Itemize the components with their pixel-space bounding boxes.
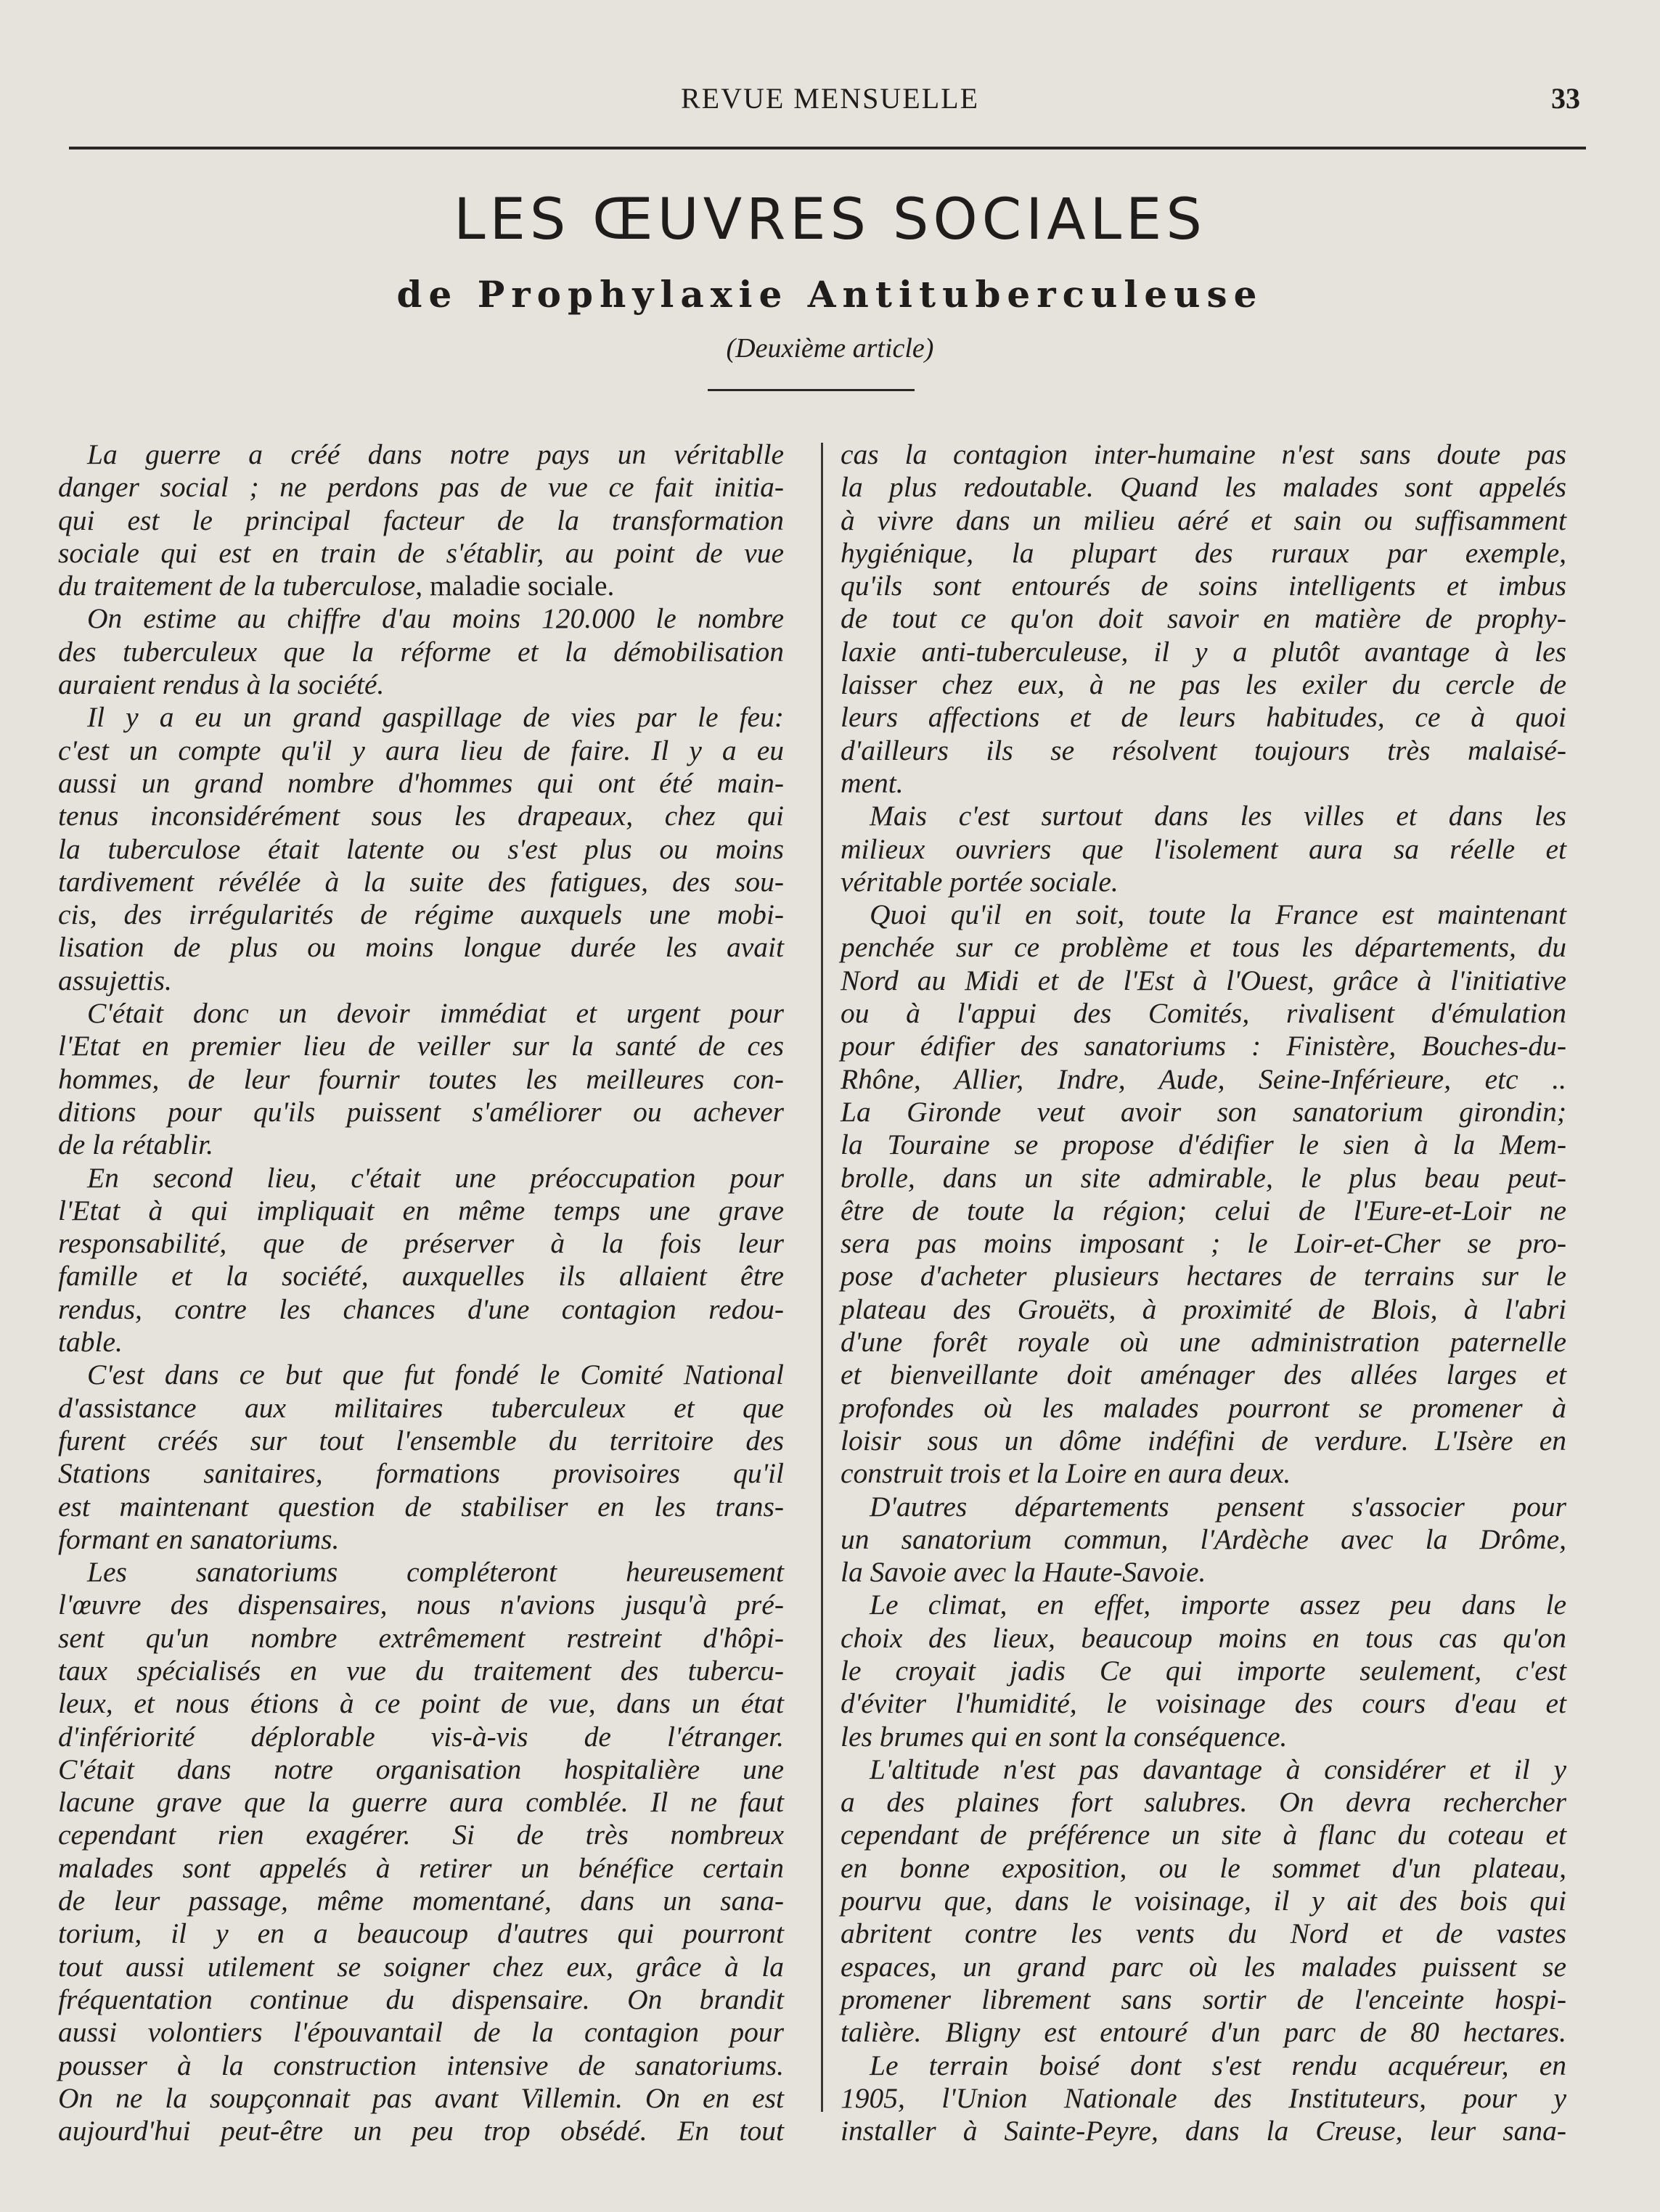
text-line: tout aussi utilement se soigner chez eux, grâce à la [58, 1950, 784, 1983]
text-line: Les sanatoriums compléteront heureusement [87, 1556, 784, 1589]
text-line: plateau des Grouëts, à proximité de Blois, à l'abri [841, 1293, 1566, 1325]
text-line: leux, et nous étions à ce point de vue, dans un état [58, 1687, 784, 1720]
text-line: auraient rendus à la société. [58, 668, 385, 701]
text-line: loisir sous un dôme indéfini de verdure. L'Isère en [841, 1424, 1566, 1457]
text-line: Le climat, en effet, importe assez peu dans le [870, 1589, 1566, 1621]
text-line: profondes où les malades pourront se promener à [841, 1391, 1566, 1424]
text-line: responsabilité, que de préserver à la fois leur [58, 1227, 784, 1260]
text-line: la tuberculose était latente ou s'est plus ou moins [58, 832, 784, 865]
text-line: d'une forêt royale où une administration paternelle [841, 1326, 1566, 1359]
text-line: sociale qui est en train de s'établir, au point de vue [58, 536, 784, 569]
text-line: On estime au chiffre d'au moins 120.000 le nombre [87, 602, 784, 635]
text-line: sera pas moins imposant ; le Loir-et-Cher se pro- [841, 1227, 1566, 1260]
text-line: qui est le principal facteur de la transformation [58, 504, 784, 536]
text-line: hygiénique, la plupart des ruraux par exemple, [841, 536, 1566, 569]
text-line: Il y a eu un grand gaspillage de vies par le feu: [87, 701, 784, 734]
text-line: a des plaines fort salubres. On devra rechercher [841, 1786, 1566, 1819]
article-subtitle: de Prophylaxie Antituberculeuse [396, 273, 1264, 316]
text-line: de la rétablir. [58, 1128, 213, 1161]
text-line: Quoi qu'il en soit, toute la France est maintenant [870, 898, 1566, 931]
text-line: Rhône, Allier, Indre, Aude, Seine-Inférieure, etc .. [841, 1062, 1566, 1095]
column-divider [821, 443, 823, 2112]
text-line: pourvu que, dans le voisinage, il y ait des bois qui [841, 1885, 1566, 1917]
text-line: La Gironde veut avoir son sanatorium girondin; [841, 1095, 1566, 1128]
text-line: 1905, l'Union Nationale des Instituteurs, pour y [841, 2081, 1566, 2114]
text-line: Le terrain boisé dont s'est rendu acquéreur, en [870, 2049, 1566, 2081]
text-line: talière. Bligny est entouré d'un parc de 80 hectares. [841, 2016, 1566, 2049]
text-line: véritable portée sociale. [841, 865, 1119, 898]
text-line: être de toute la région; celui de l'Eure-et-Loir ne [841, 1194, 1566, 1226]
article-title: LES ŒUVRES SOCIALES [454, 187, 1206, 253]
text-line: rendus, contre les chances d'une contagion redou- [58, 1293, 784, 1325]
text-line: la Savoie avec la Haute-Savoie. [841, 1556, 1206, 1589]
text-run: du traitement de la tuberculose, [58, 570, 423, 602]
text-line: Stations sanitaires, formations provisoires qu'il [58, 1457, 784, 1490]
text-line: à vivre dans un milieu aéré et sain ou suffisamment [841, 504, 1566, 536]
text-line: construit trois et la Loire en aura deux. [841, 1457, 1291, 1490]
text-line: pour édifier des sanatoriums : Finistère, Bouches-du- [841, 1030, 1566, 1062]
text-line: aujourd'hui peut-être un peu trop obsédé. En tout [58, 2115, 784, 2147]
text-line: torium, il y en a beaucoup d'autres qui pourront [58, 1917, 784, 1950]
text-line: fréquentation continue du dispensaire. On brandit [58, 1983, 784, 2015]
text-line: en bonne exposition, ou le sommet d'un plateau, [841, 1851, 1566, 1884]
text-line: penchée sur ce problème et tous les départements, du [841, 931, 1566, 964]
text-line: aussi volontiers l'épouvantail de la contagion pour [58, 2016, 784, 2049]
text-run-roman: maladie sociale. [422, 570, 615, 602]
header-rule [69, 147, 1586, 149]
text-line: qu'ils sont entourés de soins intelligents et imbus [841, 570, 1566, 602]
text-line: ment. [841, 766, 904, 799]
page-number: 33 [1551, 82, 1580, 115]
text-line: pousser à la construction intensive de sanatoriums. [58, 2049, 784, 2081]
text-line: installer à Sainte-Peyre, dans la Creuse, leur sana- [841, 2115, 1566, 2147]
text-line: tenus inconsidérément sous les drapeaux, chez qui [58, 800, 784, 832]
text-line: la Touraine se propose d'édifier le sien à la Mem- [841, 1128, 1566, 1161]
text-line: On ne la soupçonnait pas avant Villemin. On en est [58, 2081, 784, 2114]
article-kicker: (Deuxième article) [726, 333, 934, 364]
text-line: taux spécialisés en vue du traitement des tubercu- [58, 1654, 784, 1687]
text-line: famille et la société, auxquelles ils allaient être [58, 1260, 784, 1293]
text-line: cis, des irrégularités de régime auxquels une mobi- [58, 898, 784, 931]
text-line: leurs affections et de leurs habitudes, ce à quoi [841, 701, 1566, 734]
text-line: les brumes qui en sont la conséquence. [841, 1720, 1288, 1753]
text-line: lacune grave que la guerre aura comblée. Il ne faut [58, 1786, 784, 1819]
text-line: abritent contre les vents du Nord et de vastes [841, 1917, 1566, 1950]
text-line: milieux ouvriers que l'isolement aura sa réelle et [841, 832, 1566, 865]
text-line: est maintenant question de stabiliser en les trans- [58, 1490, 784, 1523]
text-line: d'assistance aux militaires tuberculeux et que [58, 1391, 784, 1424]
text-line: assujettis. [58, 964, 172, 996]
text-line: tardivement révélée à la suite des fatigues, des sou- [58, 865, 784, 898]
text-line: cas la contagion inter-humaine n'est sans doute pas [841, 438, 1566, 470]
text-line: table. [58, 1326, 123, 1359]
text-line: laxie anti-tuberculeuse, il y a plutôt avantage à les [841, 635, 1566, 668]
text-line: cependant rien exagérer. Si de très nombreux [58, 1819, 784, 1851]
text-line: pose d'acheter plusieurs hectares de terrains sur le [841, 1260, 1566, 1293]
text-line: Mais c'est surtout dans les villes et dans les [870, 800, 1566, 832]
title-rule [708, 389, 915, 391]
text-line: d'infériorité déplorable vis-à-vis de l'étranger. [58, 1720, 784, 1753]
text-line: malades sont appelés à retirer un bénéfice certain [58, 1851, 784, 1884]
text-line: des tuberculeux que la réforme et la démobilisation [58, 635, 784, 668]
text-line: cependant de préférence un site à flanc du coteau et [841, 1819, 1566, 1851]
text-line: En second lieu, c'était une préoccupation pour [87, 1161, 784, 1194]
right-column [841, 438, 1566, 2147]
text-line: c'est un compte qu'il y aura lieu de faire. Il y a eu [58, 734, 784, 766]
text-line: C'était donc un devoir immédiat et urgent pour [87, 997, 784, 1030]
text-line: espaces, un grand parc où les malades puissent se [841, 1950, 1566, 1983]
text-line: l'œuvre des dispensaires, nous n'avions jusqu'à pré- [58, 1589, 784, 1621]
text-line: hommes, de leur fournir toutes les meilleures con- [58, 1062, 784, 1095]
text-line: D'autres départements pensent s'associer pour [870, 1490, 1566, 1523]
text-line: promener librement sans sortir de l'enceinte hospi- [841, 1983, 1566, 2015]
text-line [58, 570, 784, 602]
running-title: REVUE MENSUELLE [680, 82, 980, 115]
text-line: d'éviter l'humidité, le voisinage des cours d'eau et [841, 1687, 1566, 1720]
text-line: furent créés sur tout l'ensemble du territoire des [58, 1424, 784, 1457]
text-line: ditions pour qu'ils puissent s'améliorer ou achever [58, 1095, 784, 1128]
left-column [58, 438, 784, 2147]
text-line: ou à l'appui des Comités, rivalisent d'émulation [841, 997, 1566, 1030]
text-line: la plus redoutable. Quand les malades sont appelés [841, 471, 1566, 504]
text-line: L'altitude n'est pas davantage à considérer et il y [870, 1753, 1566, 1785]
text-line: La guerre a créé dans notre pays un véritablle [87, 438, 784, 470]
text-line: brolle, dans un site admirable, le plus beau peut- [841, 1161, 1566, 1194]
text-line: l'Etat en premier lieu de veiller sur la santé de ces [58, 1030, 784, 1062]
text-line: danger social ; ne perdons pas de vue ce fait initia- [58, 471, 784, 504]
text-line: Nord au Midi et de l'Est à l'Ouest, grâce à l'initiative [841, 964, 1566, 996]
text-line: aussi un grand nombre d'hommes qui ont été main- [58, 766, 784, 799]
text-line: le croyait jadis Ce qui importe seulement, c'est [841, 1654, 1566, 1687]
text-line: de leur passage, même momentané, dans un sana- [58, 1885, 784, 1917]
text-line: formant en sanatoriums. [58, 1523, 340, 1555]
text-line: C'était dans notre organisation hospitalière une [58, 1753, 784, 1785]
text-line: et bienveillante doit aménager des allées larges et [841, 1359, 1566, 1391]
text-line: un sanatorium commun, l'Ardèche avec la Drôme, [841, 1523, 1566, 1555]
text-line: d'ailleurs ils se résolvent toujours très malaisé- [841, 734, 1566, 766]
text-line: choix des lieux, beaucoup moins en tous cas qu'on [841, 1621, 1566, 1654]
text-line: lisation de plus ou moins longue durée les avait [58, 931, 784, 964]
text-line: l'Etat à qui impliquait en même temps une grave [58, 1194, 784, 1226]
text-line: laisser chez eux, à ne pas les exiler du cercle de [841, 668, 1566, 701]
text-line: sent qu'un nombre extrêmement restreint d'hôpi- [58, 1621, 784, 1654]
text-line: de tout ce qu'on doit savoir en matière de prophy- [841, 602, 1566, 635]
text-line: C'est dans ce but que fut fondé le Comité National [87, 1359, 784, 1391]
